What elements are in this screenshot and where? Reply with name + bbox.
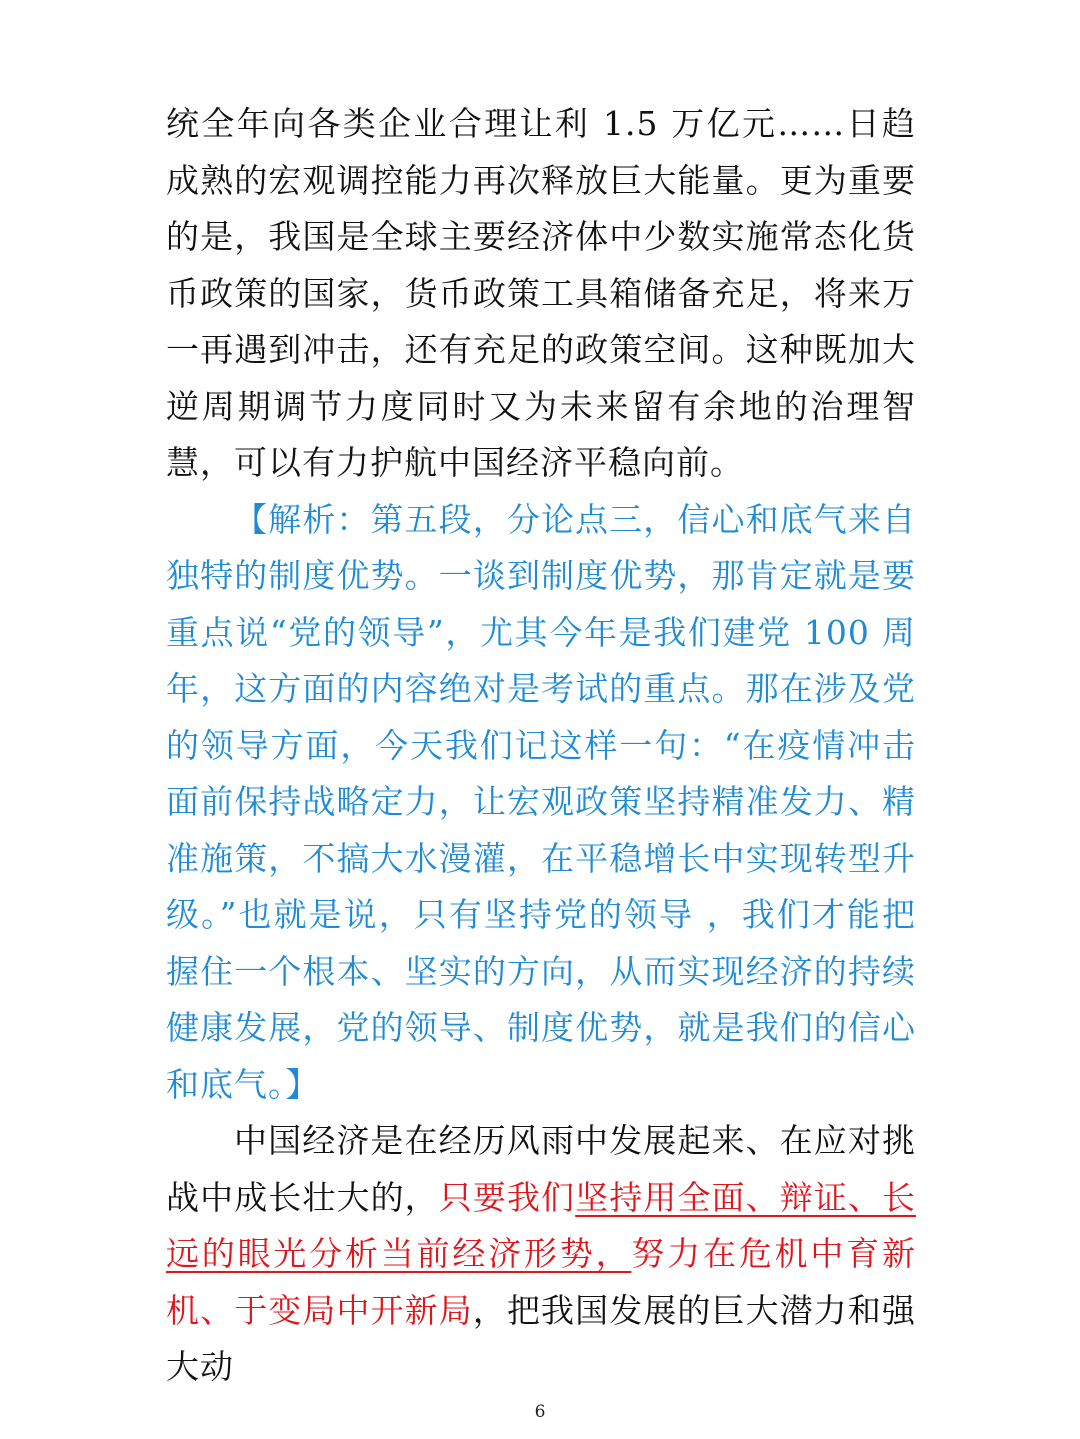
body-paragraph-1: 统全年向各类企业合理让利 1.5 万亿元……日趋成熟的宏观调控能力再次释放巨大能量。更为重要的是，我国是全球主要经济体中少数实施常态化货币政策的国家，货币政策工具箱储备充足，将来万一再遇到冲击，还有充足的政策空间。这种既加大逆周期调节力度同时又为未来留有余地的治理智慧，可以有力护航中国经济平稳向前。: [166, 104, 916, 482]
page-content: [166, 96, 916, 1396]
body-paragraph-3: [166, 1113, 916, 1396]
paragraph-3-continuation: ，把我国发展的巨大潜力和强大动: [166, 1290, 917, 1386]
highlight-text-plain: 只要我们: [438, 1177, 576, 1217]
analysis-paragraph: 【解析：第五段，分论点三，信心和底气来自独特的制度优势。一谈到制度优势，那肯定就是要重点说“党的领导”，尤其今年是我们建党 100 周年，这方面的内容绝对是考试的重点。那在涉及党的领导方面，今天我们记这样一句：“在疫情冲击面前保持战略定力，让宏观政策坚持精准发力、精准施策，不搞大水漫灌，在平稳增长中实现转型升级。”也就是说，只有坚持党的领导 ，我们才能把握住一个根本、坚实的方向，从而实现经济的持续健康发展，党的领导、制度优势，就是我们的信心和底气。】: [166, 499, 916, 1104]
highlight-text-underlined: 坚持用全面、辩证、长远的眼光分析当前经济形势，: [166, 1177, 917, 1273]
paragraph-3-intro: 中国经济是在经历风雨中发展起来、在应对挑战中成长壮大的，: [166, 1121, 916, 1217]
page-number: 6: [534, 1402, 546, 1422]
highlight-text-tail: 努力在危机中育新机、于变局中开新局: [166, 1234, 917, 1330]
